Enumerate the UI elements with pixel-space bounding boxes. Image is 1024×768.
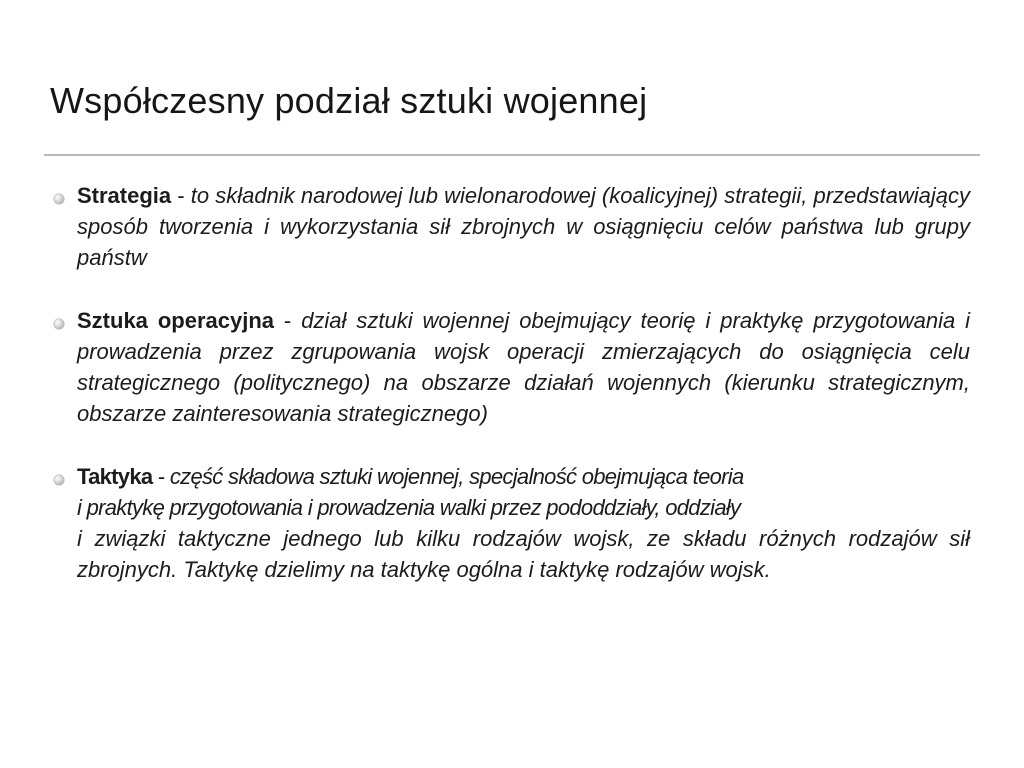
description-taktyka-line1: część składowa sztuki wojennej, specjalność obejmująca teoria (169, 464, 744, 489)
taktyka-condensed-lines (77, 464, 744, 520)
description-taktyka-line2: i praktykę przygotowania i prowadzenia walki przez pododdziały, oddziały (77, 495, 741, 520)
bullet-item-sztuka-operacyjna (44, 305, 970, 429)
bullet-list (44, 180, 970, 585)
bullet-item-taktyka (44, 461, 970, 585)
term-separator: - (152, 464, 170, 489)
slide-title: Współczesny podział sztuki wojennej (50, 80, 648, 121)
term-separator: - (171, 183, 191, 208)
bullet-item-strategia (44, 180, 970, 273)
bullet-dot-icon (54, 475, 64, 485)
bullet-dot-icon (54, 194, 64, 204)
title-divider (44, 154, 980, 156)
term-sztuka-operacyjna: Sztuka operacyjna (77, 308, 274, 333)
bullet-dot-icon (54, 319, 64, 329)
description-taktyka-rest: i związki taktyczne jednego lub kilku rodzajów wojsk, ze składu różnych rodzajów sił zbrojnych. Taktykę dzielimy na taktykę ogólna i taktykę rodzajów wojsk. (77, 526, 970, 582)
term-separator: - (274, 308, 302, 333)
description-sztuka-operacyjna: dział sztuki wojennej obejmujący teorię i praktykę przygotowania i prowadzenia przez zgrupowania wojsk operacji zmierzających do osiągnięcia celu strategicznego (politycznego) na obszarze działań wojennych (kierunku strategicznym, obszarze zainteresowania strategicznego) (77, 308, 970, 426)
description-strategia: to składnik narodowej lub wielonarodowej (koalicyjnej) strategii, przedstawiający sposób tworzenia i wykorzystania sił zbrojnych w osiągnięciu celów państwa lub grupy państw (77, 183, 971, 270)
term-taktyka: Taktyka (77, 464, 153, 489)
term-strategia: Strategia (77, 183, 172, 208)
